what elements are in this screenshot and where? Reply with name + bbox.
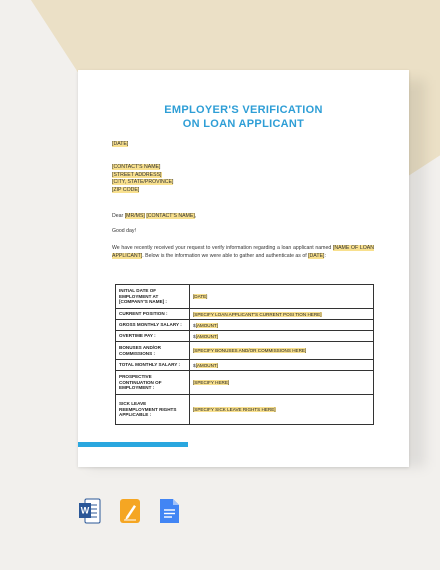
table-row xyxy=(116,371,374,395)
table-row-value-cell xyxy=(190,395,374,425)
table-row-value-cell xyxy=(190,309,374,320)
table-row-value-cell xyxy=(190,342,374,360)
address-block xyxy=(112,164,173,194)
document-page xyxy=(78,70,409,467)
body-text-3: : xyxy=(324,252,326,259)
table-row-value-cell xyxy=(190,285,374,309)
table-row-value-prefix: $ xyxy=(193,362,196,368)
table-row-label: GROSS MONTHLY SALARY : xyxy=(116,320,190,331)
table-row-value-cell xyxy=(190,371,374,395)
table-row-value-cell xyxy=(190,360,374,371)
table-row-label: BONUSES AND/OR COMMISSIONS : xyxy=(116,342,190,360)
table-row-value-cell xyxy=(190,331,374,342)
salutation-name: [CONTACT'S NAME] xyxy=(146,213,195,219)
table-row-label: SICK LEAVE REEMPLOYMENT RIGHTS APPLICABLE : xyxy=(116,395,190,425)
svg-text:W: W xyxy=(80,505,90,516)
salutation xyxy=(112,213,196,221)
table-row-label: OVERTIME PAY : xyxy=(116,331,190,342)
table-row-value: [SPECIFY SICK LEAVE RIGHTS HERE] xyxy=(193,407,276,412)
employment-info-table xyxy=(115,284,374,425)
salutation-suffix: , xyxy=(194,213,197,219)
table-row xyxy=(116,285,374,309)
document-title-line1: EMPLOYER'S VERIFICATION xyxy=(164,104,323,116)
table-row-value: [SPECIFY HERE] xyxy=(193,380,230,385)
table-row-value: [AMOUNT] xyxy=(195,322,219,328)
table-row xyxy=(116,331,374,342)
address-street: [STREET ADDRESS] xyxy=(112,171,162,178)
table-row xyxy=(116,342,374,360)
table-row-value-prefix: $ xyxy=(193,322,196,328)
table-row-value: [AMOUNT] xyxy=(195,333,219,339)
table-row-label: INITIAL DATE OF EMPLOYMENT AT [COMPANY'S NAME] : xyxy=(116,285,190,309)
body-text-2: . Below is the information we were able to gather and authenticate as of xyxy=(142,252,309,259)
table-row-value: [SPECIFY BONUSES AND/OR COMMISSIONS HERE] xyxy=(193,348,307,353)
table-row xyxy=(116,360,374,371)
table-row-value: [SPECIFY LOAN APPLICANT'S CURRENT POSI TION HERE] xyxy=(193,311,322,317)
table-row-value-prefix: $ xyxy=(193,333,196,339)
date-line xyxy=(112,141,128,149)
table-row-value: [AMOUNT] xyxy=(195,362,219,368)
body-date: [DATE] xyxy=(308,252,325,259)
greeting: Good day! xyxy=(112,228,136,234)
body-text-1: We have recently received your request to verify information regarding a loan applicant named xyxy=(112,245,333,251)
date-placeholder: [DATE] xyxy=(112,141,129,147)
google-docs-icon[interactable] xyxy=(158,498,180,524)
salutation-prefix: Dear xyxy=(112,213,125,219)
table-row xyxy=(116,395,374,425)
body-applicant-name: [NAME OF LOAN APPLICANT] xyxy=(112,245,374,259)
body-paragraph xyxy=(112,245,374,260)
pages-icon[interactable] xyxy=(119,498,141,524)
table-row xyxy=(116,309,374,320)
table-row xyxy=(116,320,374,331)
table-row-label: TOTAL MONTHLY SALARY : xyxy=(116,360,190,371)
address-contact-name: [CONTACT'S NAME] xyxy=(112,164,161,170)
word-icon[interactable] xyxy=(79,498,101,524)
table-row-value: [DATE] xyxy=(193,294,208,299)
table-row-label: CURRENT POSITION : xyxy=(116,309,190,320)
table-row-value-cell xyxy=(190,320,374,331)
salutation-title: [MR/MS] xyxy=(124,213,145,219)
address-city: [CITY, STATE/PROVINCE] xyxy=(112,179,174,186)
document-title-line2: ON LOAN APPLICANT xyxy=(182,118,305,130)
address-zip: [ZIP CODE] xyxy=(112,186,140,193)
document-footer-bar xyxy=(78,442,188,447)
table-row-label: PROSPECTIVE CONTINUATION OF EMPLOYMENT : xyxy=(116,371,190,395)
